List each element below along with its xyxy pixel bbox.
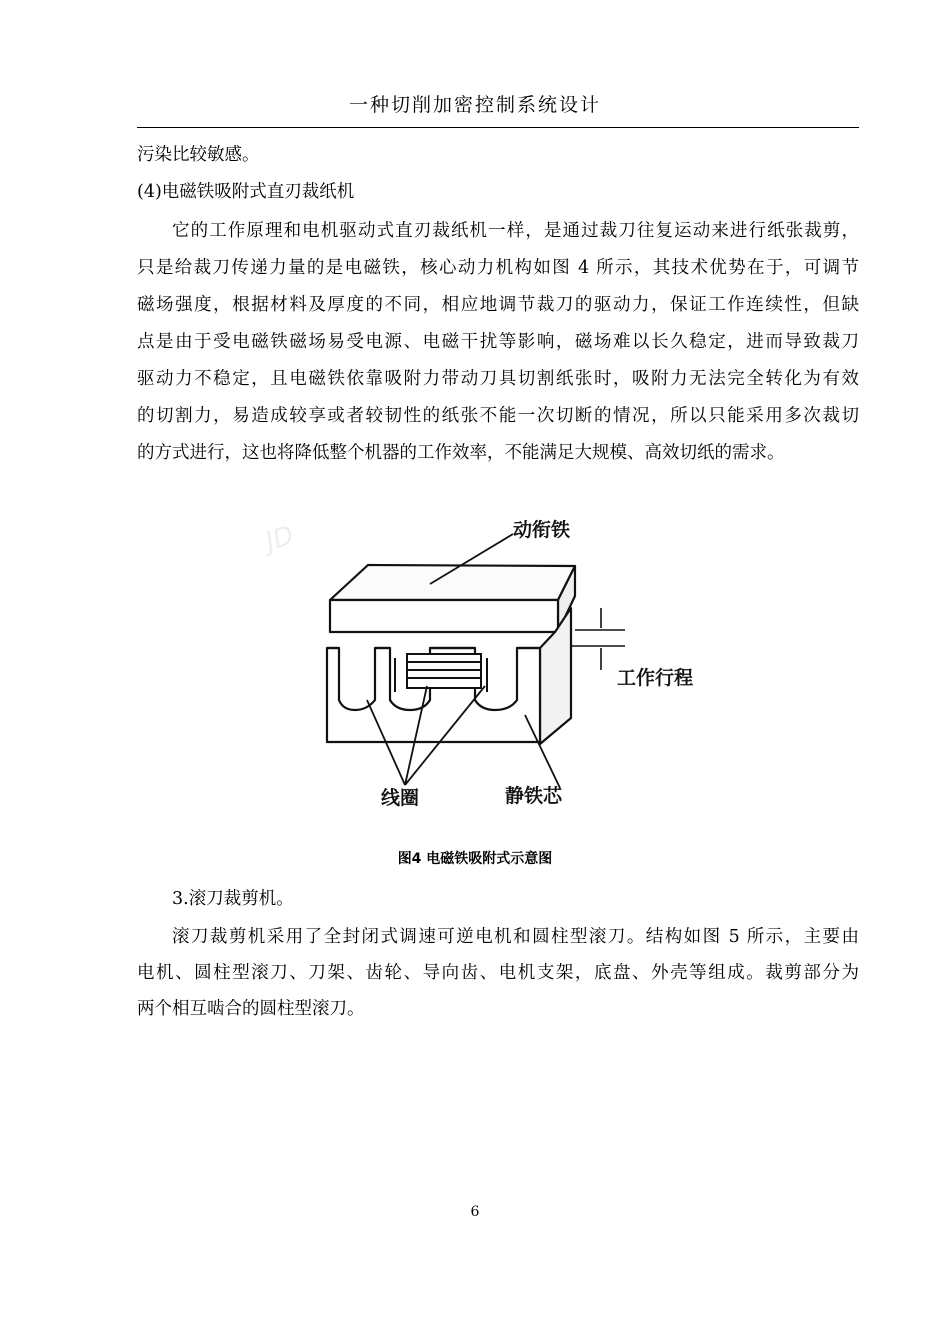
paragraph-line: 两个相互啮合的圆柱型滚刀。 bbox=[137, 999, 365, 1019]
working-stroke-dimension bbox=[571, 608, 625, 670]
paragraph-line: 它的工作原理和电机驱动式直刃裁纸机一样，是通过裁刀往复运动来进行纸张裁剪， bbox=[172, 221, 859, 241]
section-heading-roller-cutter: 3.滚刀裁剪机。 bbox=[172, 889, 294, 909]
watermark: JD bbox=[261, 520, 298, 558]
label-armature: 动衔铁 bbox=[513, 519, 571, 541]
label-coil: 线圈 bbox=[381, 787, 420, 809]
paragraph-line: 磁场强度，根据材料及厚度的不同，相应地调节裁刀的驱动力，保证工作连续性，但缺 bbox=[137, 295, 859, 315]
header-divider bbox=[137, 127, 859, 128]
page-number: 6 bbox=[470, 1204, 480, 1220]
label-working-stroke: 工作行程 bbox=[617, 667, 694, 689]
paragraph-line: 滚刀裁剪机采用了全封闭式调速可逆电机和圆柱型滚刀。结构如图 5 所示，主要由 bbox=[172, 927, 859, 947]
coil-windings bbox=[395, 654, 487, 692]
paragraph-continuation: 污染比较敏感。 bbox=[137, 145, 260, 165]
figure-electromagnet-diagram bbox=[255, 500, 735, 820]
paragraph-line: 的方式进行，这也将降低整个机器的工作效率，不能满足大规模、高效切纸的需求。 bbox=[137, 443, 785, 463]
paragraph-line: 点是由于受电磁铁磁场易受电源、电磁干扰等影响，磁场难以长久稳定，进而导致裁刀 bbox=[137, 332, 859, 352]
figure-caption: 图4 电磁铁吸附式示意图 bbox=[397, 851, 553, 867]
label-static-core: 静铁芯 bbox=[505, 785, 563, 807]
paragraph-line: 只是给裁刀传递力量的是电磁铁，核心动力机构如图 4 所示，其技术优势在于，可调节 bbox=[137, 258, 859, 278]
paragraph-line: 的切割力，易造成较享或者较韧性的纸张不能一次切断的情况，所以只能采用多次裁切 bbox=[137, 406, 859, 426]
running-header-title: 一种切削加密控制系统设计 bbox=[348, 94, 601, 116]
section-heading-electromagnet-cutter: (4)电磁铁吸附式直刃裁纸机 bbox=[137, 182, 355, 202]
paragraph-line: 电机、圆柱型滚刀、刀架、齿轮、导向齿、电机支架，底盘、外壳等组成。裁剪部分为 bbox=[137, 963, 859, 983]
armature-block bbox=[330, 565, 575, 632]
paragraph-line: 驱动力不稳定，且电磁铁依靠吸附力带动刀具切割纸张时，吸附力无法完全转化为有效 bbox=[137, 369, 859, 389]
